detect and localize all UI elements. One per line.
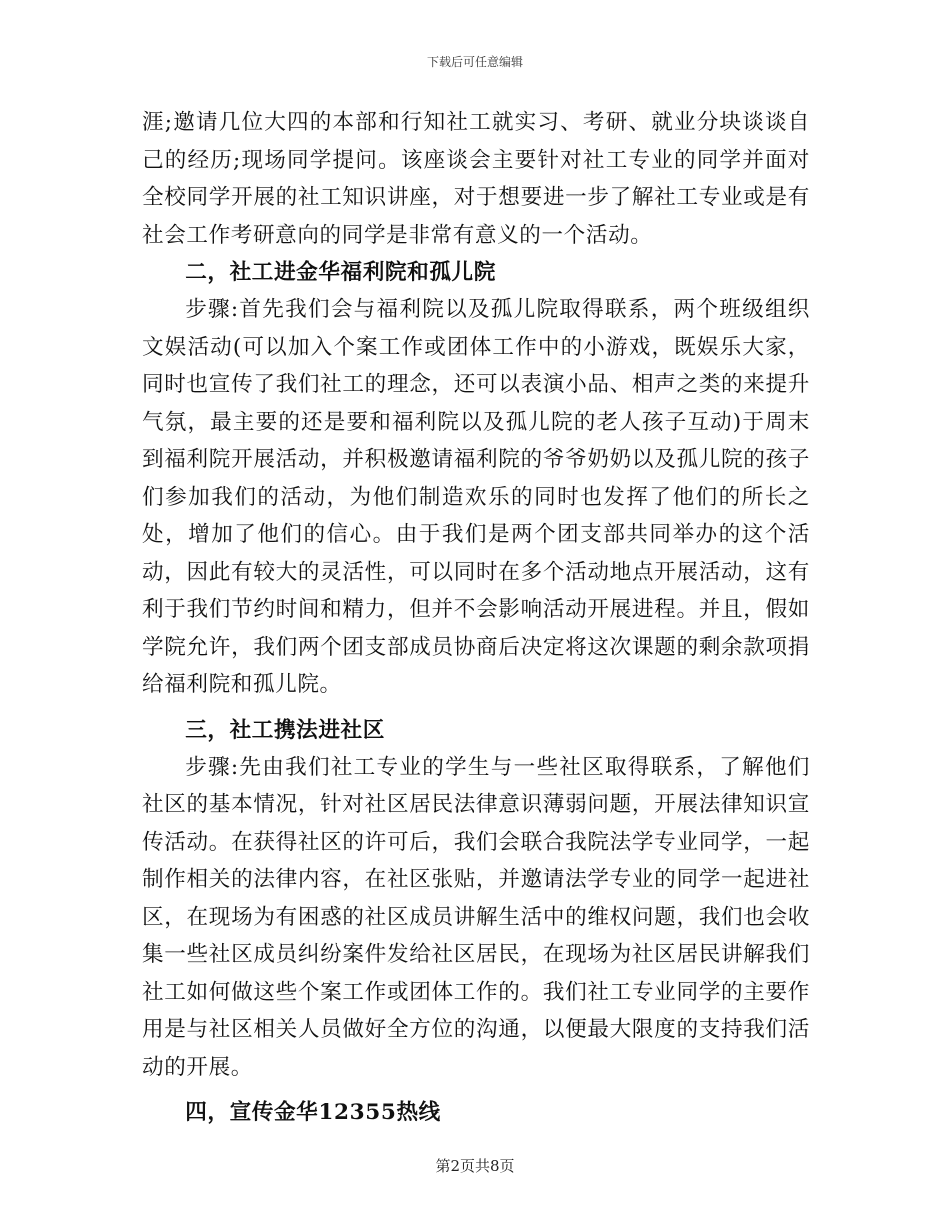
page-footer: 第2页共8页 [435,1157,515,1175]
section-heading-4: 四，宣传金华12355热线 [185,1100,441,1125]
section-heading-3: 三，社工携法进社区 [185,717,385,743]
section-body-2: 步骤:首先我们会与福利院以及孤儿院取得联系，两个班级组织文娱活动(可以加入个案工作或团体工作中的小游戏，既娱乐大家，同时也宣传了我们社工的理念，还可以表演小品、相声之类的来提升气氛，最主要的还是要和福利院以及孤儿院的老人孩子互动)于周末到福利院开展活动，并积极邀请福利院的爷爷奶奶以及孤儿院的孩子们参加我们的活动，为他们制造欢乐的同时也发挥了他们的所长之处，增加了他们的信心。由于我们是两个团支部共同举办的这个活动，因此有较大的灵活性，可以同时在多个活动地点开展活动，这有利于我们节约时间和精力，但并不会影响活动开展进程。并且，假如学院允许，我们两个团支部成员协商后决定将这次课题的剩余款项捐给福利院和孤儿院。 [142,297,810,697]
page-header: 下载后可任意编辑 [426,55,523,69]
document-body [142,104,810,1131]
paragraph-continuation: 涯;邀请几位大四的本部和行知社工就实习、考研、就业分块谈谈自己的经历;现场同学提问。该座谈会主要针对社工专业的同学并面对全校同学开展的社工知识讲座，对于想要进一步了解社工专业或是有社会工作考研意向的同学是非常有意义的一个活动。 [142,110,810,248]
section-body-3: 步骤:先由我们社工专业的学生与一些社区取得联系，了解他们社区的基本情况，针对社区居民法律意识薄弱问题，开展法律知识宣传活动。在获得社区的许可后，我们会联合我院法学专业同学，一起制作相关的法律内容，在社区张贴，并邀请法学专业的同学一起进社区，在现场为有困惑的社区成员讲解生活中的维权问题，我们也会收集一些社区成员纠纷案件发给社区居民，在现场为社区居民讲解我们社工如何做这些个案工作或团体工作的。我们社工专业同学的主要作用是与社区相关人员做好全方位的沟通，以便最大限度的支持我们活动的开展。 [142,754,810,1080]
section-heading-2: 二，社工进金华福利院和孤儿院 [185,260,496,285]
